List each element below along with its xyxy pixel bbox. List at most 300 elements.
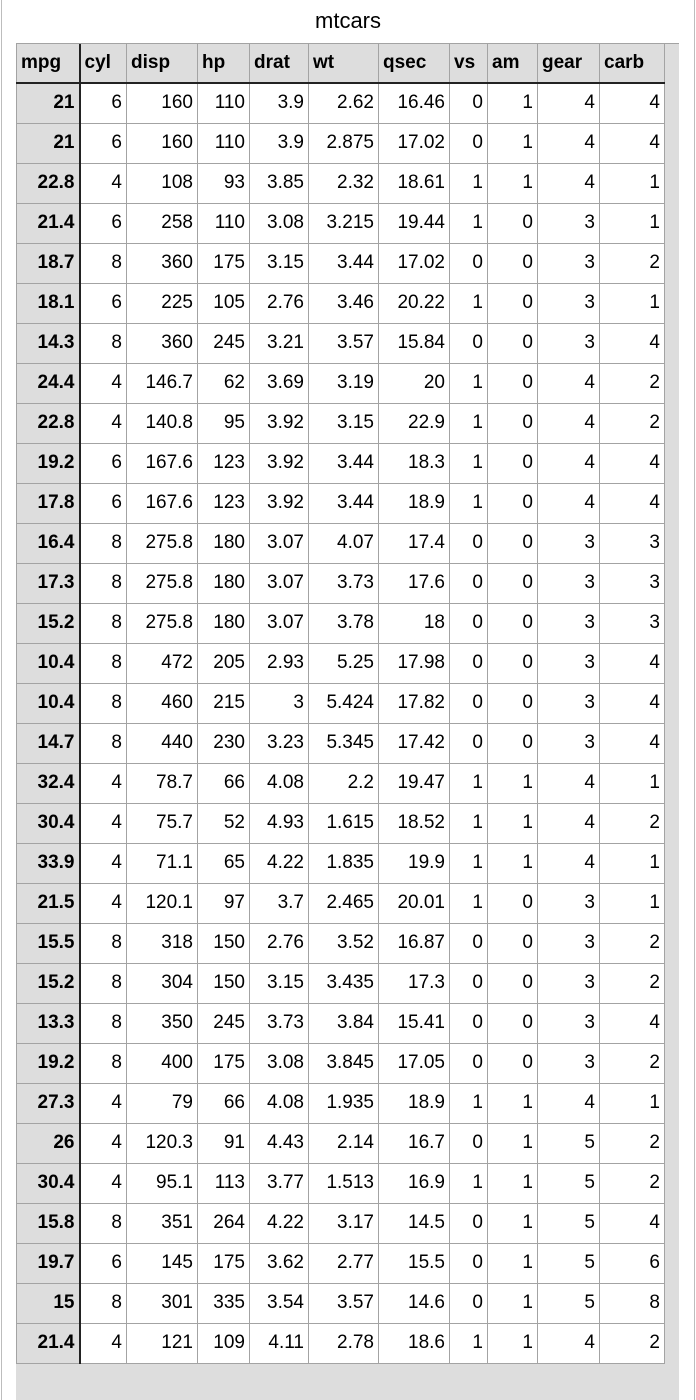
cell-drat: 3.07 [250, 523, 309, 563]
cell-carb: 6 [600, 1243, 665, 1283]
cell-mpg: 15.2 [17, 603, 80, 643]
cell-carb: 2 [600, 803, 665, 843]
cell-cyl: 8 [80, 923, 127, 963]
cell-carb: 1 [600, 163, 665, 203]
cell-wt: 3.52 [309, 923, 379, 963]
cell-carb: 2 [600, 963, 665, 1003]
cell-wt: 2.2 [309, 763, 379, 803]
table-row [17, 283, 665, 323]
cell-gear: 4 [538, 1323, 600, 1363]
cell-am: 0 [488, 203, 538, 243]
cell-gear: 3 [538, 923, 600, 963]
cell-carb: 4 [600, 643, 665, 683]
cell-carb: 1 [600, 1083, 665, 1123]
cell-gear: 4 [538, 1083, 600, 1123]
cell-drat: 4.93 [250, 803, 309, 843]
cell-am: 1 [488, 1163, 538, 1203]
cell-vs: 1 [450, 1163, 488, 1203]
cell-carb: 3 [600, 523, 665, 563]
cell-qsec: 17.6 [379, 563, 450, 603]
cell-wt: 5.424 [309, 683, 379, 723]
cell-carb: 3 [600, 603, 665, 643]
column-header-carb[interactable]: carb [600, 44, 665, 83]
cell-am: 0 [488, 883, 538, 923]
cell-wt: 3.46 [309, 283, 379, 323]
cell-drat: 3.21 [250, 323, 309, 363]
cell-mpg: 14.7 [17, 723, 80, 763]
cell-gear: 5 [538, 1123, 600, 1163]
cell-qsec: 17.4 [379, 523, 450, 563]
cell-hp: 150 [198, 963, 250, 1003]
cell-disp: 167.6 [127, 443, 198, 483]
cell-wt: 2.32 [309, 163, 379, 203]
cell-wt: 2.62 [309, 83, 379, 123]
cell-qsec: 18.9 [379, 483, 450, 523]
cell-cyl: 6 [80, 443, 127, 483]
cell-drat: 3.62 [250, 1243, 309, 1283]
cell-wt: 3.15 [309, 403, 379, 443]
cell-carb: 4 [600, 323, 665, 363]
cell-qsec: 20 [379, 363, 450, 403]
cell-wt: 3.17 [309, 1203, 379, 1243]
cell-disp: 160 [127, 123, 198, 163]
cell-cyl: 4 [80, 1123, 127, 1163]
table-row [17, 323, 665, 363]
cell-mpg: 17.8 [17, 483, 80, 523]
cell-wt: 3.57 [309, 323, 379, 363]
cell-disp: 140.8 [127, 403, 198, 443]
cell-qsec: 19.9 [379, 843, 450, 883]
cell-carb: 4 [600, 683, 665, 723]
cell-gear: 4 [538, 83, 600, 123]
cell-drat: 3.92 [250, 443, 309, 483]
cell-am: 0 [488, 323, 538, 363]
column-header-vs[interactable]: vs [450, 44, 488, 83]
cell-disp: 75.7 [127, 803, 198, 843]
table-row [17, 363, 665, 403]
cell-cyl: 4 [80, 1323, 127, 1363]
cell-mpg: 13.3 [17, 1003, 80, 1043]
table-body [17, 83, 665, 1363]
cell-hp: 264 [198, 1203, 250, 1243]
cell-disp: 440 [127, 723, 198, 763]
cell-vs: 0 [450, 1003, 488, 1043]
cell-drat: 3.9 [250, 123, 309, 163]
cell-hp: 230 [198, 723, 250, 763]
cell-cyl: 8 [80, 1003, 127, 1043]
cell-gear: 3 [538, 883, 600, 923]
cell-disp: 120.1 [127, 883, 198, 923]
table-row [17, 1083, 665, 1123]
data-table-container[interactable] [16, 43, 679, 1400]
cell-carb: 4 [600, 483, 665, 523]
cell-vs: 1 [450, 283, 488, 323]
cell-hp: 66 [198, 1083, 250, 1123]
cell-qsec: 18.52 [379, 803, 450, 843]
cell-am: 0 [488, 683, 538, 723]
table-row [17, 163, 665, 203]
cell-mpg: 16.4 [17, 523, 80, 563]
cell-wt: 2.78 [309, 1323, 379, 1363]
cell-hp: 215 [198, 683, 250, 723]
cell-mpg: 32.4 [17, 763, 80, 803]
cell-gear: 5 [538, 1203, 600, 1243]
cell-gear: 5 [538, 1243, 600, 1283]
cell-hp: 245 [198, 1003, 250, 1043]
cell-cyl: 8 [80, 643, 127, 683]
cell-gear: 3 [538, 523, 600, 563]
cell-cyl: 4 [80, 763, 127, 803]
cell-hp: 62 [198, 363, 250, 403]
cell-vs: 1 [450, 1323, 488, 1363]
cell-hp: 180 [198, 523, 250, 563]
cell-vs: 0 [450, 923, 488, 963]
cell-cyl: 8 [80, 523, 127, 563]
column-header-disp[interactable]: disp [127, 44, 198, 83]
cell-qsec: 17.98 [379, 643, 450, 683]
cell-hp: 109 [198, 1323, 250, 1363]
cell-vs: 0 [450, 723, 488, 763]
column-header-wt[interactable]: wt [309, 44, 379, 83]
column-header-drat[interactable]: drat [250, 44, 309, 83]
cell-mpg: 15.5 [17, 923, 80, 963]
cell-hp: 175 [198, 1243, 250, 1283]
cell-wt: 3.84 [309, 1003, 379, 1043]
cell-am: 0 [488, 523, 538, 563]
table-row [17, 723, 665, 763]
cell-drat: 3.85 [250, 163, 309, 203]
cell-hp: 335 [198, 1283, 250, 1323]
table-row [17, 123, 665, 163]
cell-mpg: 21.5 [17, 883, 80, 923]
cell-hp: 175 [198, 243, 250, 283]
cell-carb: 4 [600, 443, 665, 483]
cell-drat: 3.54 [250, 1283, 309, 1323]
cell-wt: 3.845 [309, 1043, 379, 1083]
cell-hp: 180 [198, 603, 250, 643]
cell-mpg: 19.2 [17, 443, 80, 483]
table-row [17, 1203, 665, 1243]
cell-qsec: 18.61 [379, 163, 450, 203]
cell-disp: 160 [127, 83, 198, 123]
cell-drat: 3.92 [250, 483, 309, 523]
cell-cyl: 8 [80, 243, 127, 283]
cell-mpg: 21.4 [17, 1323, 80, 1363]
cell-carb: 2 [600, 1163, 665, 1203]
cell-disp: 275.8 [127, 603, 198, 643]
cell-wt: 5.25 [309, 643, 379, 683]
cell-disp: 95.1 [127, 1163, 198, 1203]
cell-qsec: 14.6 [379, 1283, 450, 1323]
cell-cyl: 8 [80, 723, 127, 763]
cell-mpg: 33.9 [17, 843, 80, 883]
cell-qsec: 16.87 [379, 923, 450, 963]
table-row [17, 1323, 665, 1363]
column-header-mpg[interactable]: mpg [17, 44, 80, 83]
cell-disp: 225 [127, 283, 198, 323]
table-row [17, 843, 665, 883]
cell-gear: 4 [538, 443, 600, 483]
cell-drat: 3.73 [250, 1003, 309, 1043]
cell-cyl: 4 [80, 883, 127, 923]
cell-carb: 1 [600, 203, 665, 243]
table-row [17, 763, 665, 803]
cell-hp: 123 [198, 443, 250, 483]
cell-disp: 360 [127, 243, 198, 283]
cell-disp: 167.6 [127, 483, 198, 523]
cell-am: 0 [488, 363, 538, 403]
cell-drat: 3.9 [250, 83, 309, 123]
cell-drat: 3.15 [250, 243, 309, 283]
table-row [17, 523, 665, 563]
table-row [17, 683, 665, 723]
cell-hp: 175 [198, 1043, 250, 1083]
cell-qsec: 22.9 [379, 403, 450, 443]
cell-drat: 3.07 [250, 603, 309, 643]
cell-disp: 275.8 [127, 523, 198, 563]
cell-drat: 3.08 [250, 1043, 309, 1083]
table-row [17, 1003, 665, 1043]
cell-hp: 105 [198, 283, 250, 323]
cell-drat: 3.08 [250, 203, 309, 243]
cell-mpg: 21.4 [17, 203, 80, 243]
cell-gear: 4 [538, 363, 600, 403]
cell-vs: 1 [450, 203, 488, 243]
cell-am: 1 [488, 1123, 538, 1163]
cell-qsec: 18.6 [379, 1323, 450, 1363]
column-header-am[interactable]: am [488, 44, 538, 83]
cell-gear: 4 [538, 843, 600, 883]
table-row [17, 603, 665, 643]
cell-mpg: 21 [17, 123, 80, 163]
cell-gear: 3 [538, 643, 600, 683]
cell-am: 1 [488, 1283, 538, 1323]
cell-qsec: 15.5 [379, 1243, 450, 1283]
cell-qsec: 15.84 [379, 323, 450, 363]
cell-qsec: 14.5 [379, 1203, 450, 1243]
cell-qsec: 16.9 [379, 1163, 450, 1203]
cell-qsec: 16.7 [379, 1123, 450, 1163]
cell-wt: 3.215 [309, 203, 379, 243]
cell-vs: 0 [450, 243, 488, 283]
table-row [17, 923, 665, 963]
cell-disp: 360 [127, 323, 198, 363]
cell-disp: 350 [127, 1003, 198, 1043]
column-header-hp[interactable]: hp [198, 44, 250, 83]
cell-hp: 150 [198, 923, 250, 963]
cell-cyl: 4 [80, 163, 127, 203]
cell-gear: 3 [538, 243, 600, 283]
cell-wt: 1.835 [309, 843, 379, 883]
table-row [17, 443, 665, 483]
cell-qsec: 17.02 [379, 243, 450, 283]
cell-disp: 318 [127, 923, 198, 963]
cell-am: 1 [488, 163, 538, 203]
cell-drat: 3.15 [250, 963, 309, 1003]
cell-qsec: 20.01 [379, 883, 450, 923]
cell-wt: 3.19 [309, 363, 379, 403]
cell-am: 0 [488, 483, 538, 523]
cell-carb: 2 [600, 1043, 665, 1083]
cell-carb: 3 [600, 563, 665, 603]
cell-qsec: 17.02 [379, 123, 450, 163]
cell-hp: 97 [198, 883, 250, 923]
cell-gear: 4 [538, 803, 600, 843]
cell-hp: 110 [198, 123, 250, 163]
cell-qsec: 19.44 [379, 203, 450, 243]
column-header-qsec[interactable]: qsec [379, 44, 450, 83]
cell-qsec: 18.9 [379, 1083, 450, 1123]
column-header-cyl[interactable]: cyl [80, 44, 127, 83]
cell-gear: 3 [538, 1003, 600, 1043]
cell-wt: 2.77 [309, 1243, 379, 1283]
cell-disp: 146.7 [127, 363, 198, 403]
cell-am: 1 [488, 83, 538, 123]
cell-hp: 113 [198, 1163, 250, 1203]
cell-cyl: 4 [80, 403, 127, 443]
cell-wt: 3.44 [309, 443, 379, 483]
table-row [17, 1123, 665, 1163]
cell-mpg: 10.4 [17, 683, 80, 723]
cell-carb: 1 [600, 883, 665, 923]
cell-cyl: 6 [80, 483, 127, 523]
cell-wt: 3.57 [309, 1283, 379, 1323]
cell-gear: 3 [538, 1043, 600, 1083]
cell-drat: 3.69 [250, 363, 309, 403]
cell-wt: 2.465 [309, 883, 379, 923]
cell-vs: 0 [450, 603, 488, 643]
cell-vs: 1 [450, 763, 488, 803]
cell-mpg: 18.7 [17, 243, 80, 283]
cell-carb: 2 [600, 1123, 665, 1163]
cell-carb: 4 [600, 123, 665, 163]
cell-vs: 0 [450, 683, 488, 723]
cell-gear: 5 [538, 1283, 600, 1323]
cell-drat: 2.76 [250, 923, 309, 963]
cell-mpg: 27.3 [17, 1083, 80, 1123]
cell-wt: 5.345 [309, 723, 379, 763]
cell-gear: 4 [538, 763, 600, 803]
cell-gear: 3 [538, 963, 600, 1003]
cell-qsec: 17.3 [379, 963, 450, 1003]
cell-mpg: 22.8 [17, 403, 80, 443]
cell-vs: 0 [450, 1123, 488, 1163]
cell-qsec: 18 [379, 603, 450, 643]
cell-cyl: 8 [80, 683, 127, 723]
cell-mpg: 19.2 [17, 1043, 80, 1083]
cell-disp: 301 [127, 1283, 198, 1323]
cell-drat: 3.77 [250, 1163, 309, 1203]
cell-wt: 3.44 [309, 483, 379, 523]
cell-vs: 0 [450, 563, 488, 603]
cell-disp: 79 [127, 1083, 198, 1123]
cell-wt: 3.435 [309, 963, 379, 1003]
cell-cyl: 8 [80, 1203, 127, 1243]
cell-cyl: 4 [80, 363, 127, 403]
cell-vs: 0 [450, 83, 488, 123]
cell-cyl: 8 [80, 1283, 127, 1323]
cell-disp: 120.3 [127, 1123, 198, 1163]
cell-mpg: 30.4 [17, 803, 80, 843]
cell-mpg: 22.8 [17, 163, 80, 203]
cell-gear: 3 [538, 603, 600, 643]
cell-wt: 2.875 [309, 123, 379, 163]
table-row [17, 883, 665, 923]
cell-gear: 3 [538, 203, 600, 243]
cell-am: 1 [488, 843, 538, 883]
cell-wt: 4.07 [309, 523, 379, 563]
cell-disp: 145 [127, 1243, 198, 1283]
cell-am: 0 [488, 963, 538, 1003]
cell-drat: 3.23 [250, 723, 309, 763]
cell-carb: 1 [600, 843, 665, 883]
cell-qsec: 20.22 [379, 283, 450, 323]
cell-drat: 3 [250, 683, 309, 723]
cell-drat: 4.08 [250, 1083, 309, 1123]
cell-vs: 0 [450, 123, 488, 163]
table-row [17, 83, 665, 123]
cell-am: 0 [488, 403, 538, 443]
cell-am: 0 [488, 563, 538, 603]
cell-mpg: 19.7 [17, 1243, 80, 1283]
cell-carb: 4 [600, 723, 665, 763]
cell-vs: 1 [450, 883, 488, 923]
cell-carb: 4 [600, 83, 665, 123]
cell-vs: 0 [450, 1203, 488, 1243]
cell-drat: 4.22 [250, 843, 309, 883]
cell-qsec: 18.3 [379, 443, 450, 483]
cell-drat: 4.08 [250, 763, 309, 803]
cell-hp: 110 [198, 83, 250, 123]
cell-hp: 65 [198, 843, 250, 883]
cell-wt: 1.615 [309, 803, 379, 843]
cell-cyl: 6 [80, 83, 127, 123]
table-row [17, 643, 665, 683]
table-row [17, 483, 665, 523]
cell-wt: 1.513 [309, 1163, 379, 1203]
cell-cyl: 8 [80, 963, 127, 1003]
cell-wt: 2.14 [309, 1123, 379, 1163]
cell-hp: 110 [198, 203, 250, 243]
cell-am: 1 [488, 1203, 538, 1243]
cell-carb: 2 [600, 403, 665, 443]
table-row [17, 1043, 665, 1083]
cell-drat: 3.92 [250, 403, 309, 443]
cell-hp: 95 [198, 403, 250, 443]
column-header-gear[interactable]: gear [538, 44, 600, 83]
cell-cyl: 4 [80, 1163, 127, 1203]
cell-drat: 4.11 [250, 1323, 309, 1363]
cell-hp: 205 [198, 643, 250, 683]
cell-mpg: 14.3 [17, 323, 80, 363]
cell-vs: 1 [450, 843, 488, 883]
cell-qsec: 16.46 [379, 83, 450, 123]
cell-carb: 2 [600, 363, 665, 403]
cell-vs: 0 [450, 1043, 488, 1083]
cell-cyl: 8 [80, 1043, 127, 1083]
cell-carb: 2 [600, 923, 665, 963]
cell-drat: 4.22 [250, 1203, 309, 1243]
cell-disp: 472 [127, 643, 198, 683]
cell-hp: 91 [198, 1123, 250, 1163]
cell-gear: 3 [538, 563, 600, 603]
cell-am: 1 [488, 1243, 538, 1283]
table-row [17, 1163, 665, 1203]
cell-hp: 52 [198, 803, 250, 843]
data-table [16, 44, 665, 1364]
cell-am: 1 [488, 1323, 538, 1363]
cell-hp: 180 [198, 563, 250, 603]
